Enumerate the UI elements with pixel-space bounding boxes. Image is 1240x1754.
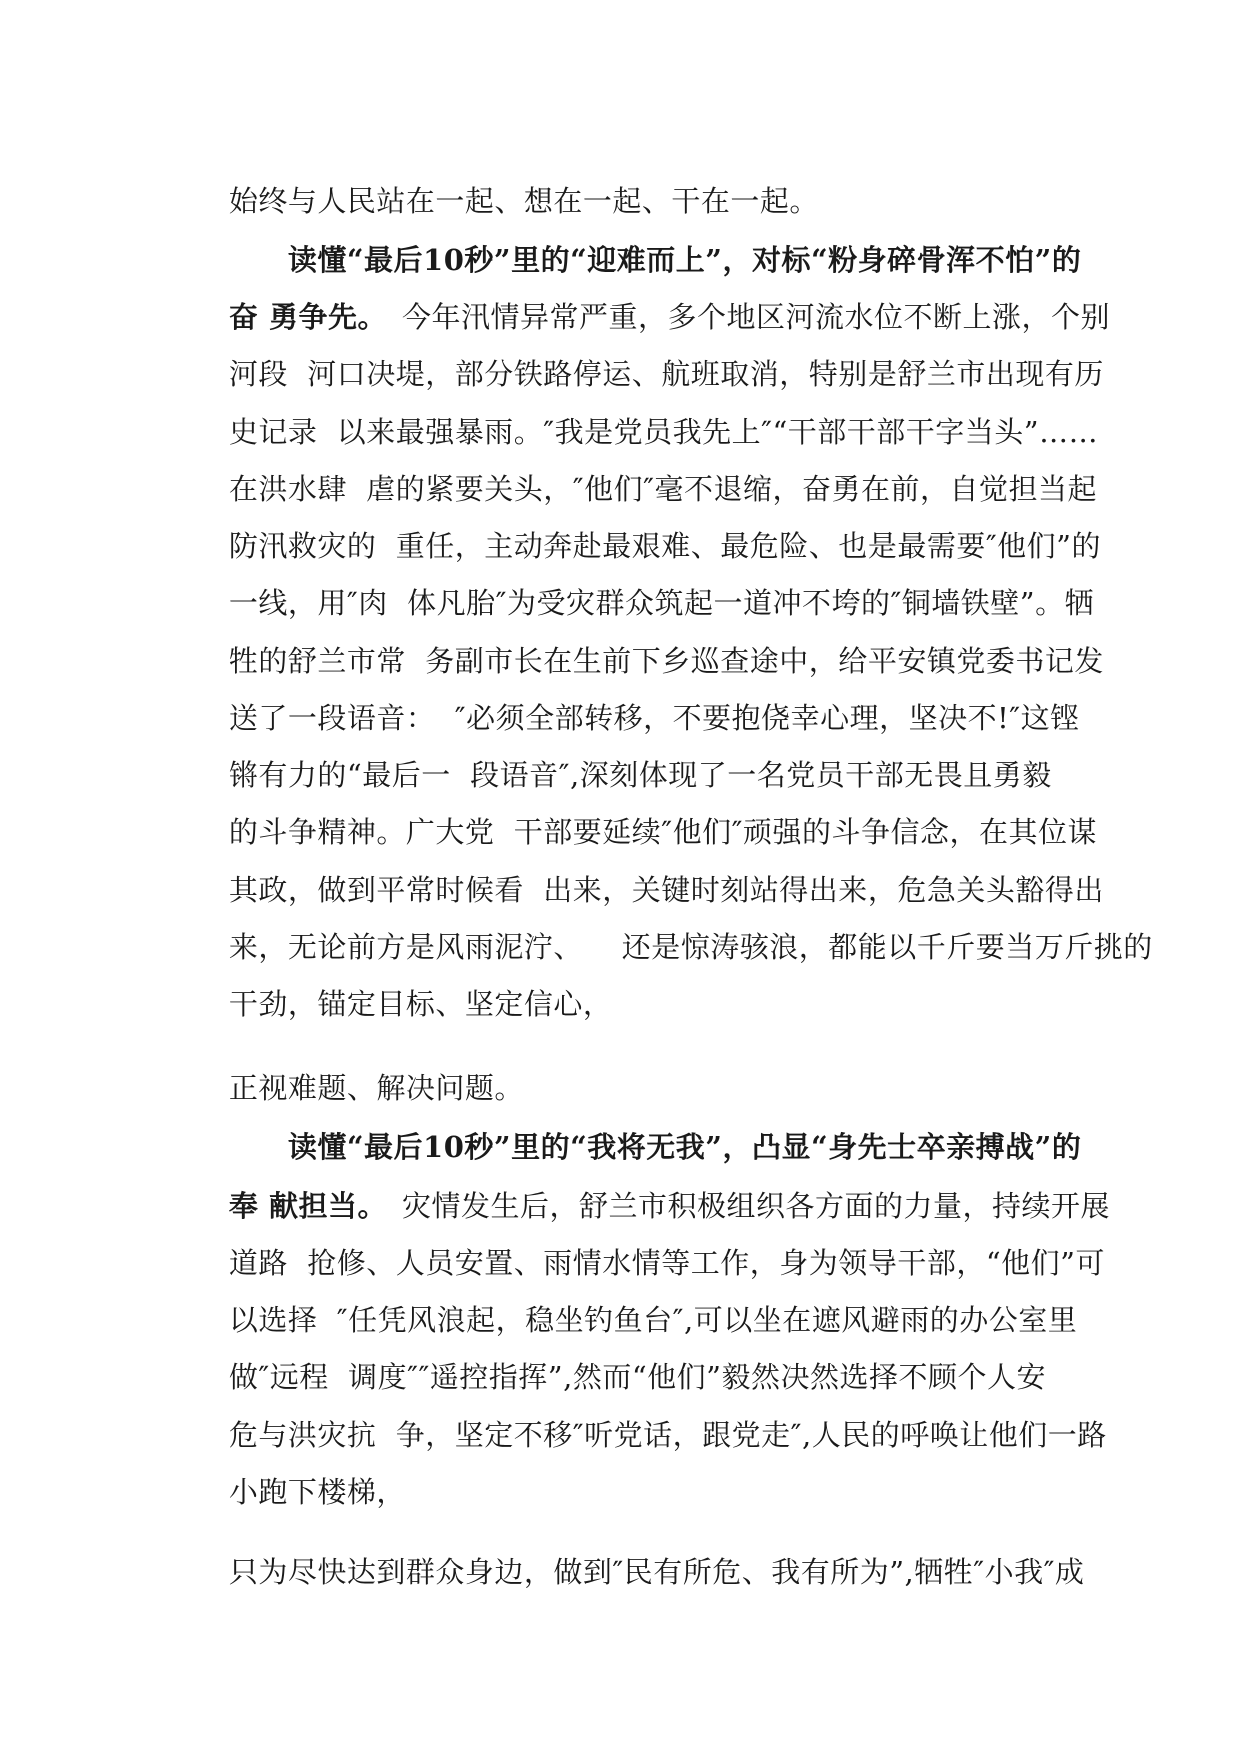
line-text: 危与洪灾抗 争，坚定不移″听党话，跟党走″,人民的呼唤让他们一路 xyxy=(228,1418,1107,1452)
line-text: 小跑下楼梯， xyxy=(228,1475,406,1509)
line-text: 正视难题、解决问题。 xyxy=(228,1071,524,1105)
line-text: 灾情发生后，舒兰市积极组织各方面的力量，持续开展 xyxy=(372,1189,1110,1223)
line-text: 锵有力的“最后一 段语音″,深刻体现了一名党员干部无畏且勇毅 xyxy=(228,758,1052,792)
line-text: 防汛救灾的 重任，主动奔赴最艰难、最危险、也是最需要″他们”的 xyxy=(228,529,1101,563)
section-heading: 奋 勇争先。 xyxy=(228,300,373,334)
section-heading: 读懂“最后10秒”里的“我将无我”，凸显“身先士卒亲搏战”的 xyxy=(228,1130,1082,1164)
line-text: 牲的舒兰市常 务副市长在生前下乡巡查途中，给平安镇党委书记发 xyxy=(228,644,1104,678)
line-text: 做″远程 调度″″遥控指挥”,然而“他们”毅然决然选择不顾个人安 xyxy=(228,1360,1047,1394)
line-text: 其政，做到平常时候看 出来，关键时刻站得出来，危急关头豁得出 xyxy=(228,873,1104,907)
line-text: 一线，用″肉 体凡胎″为受灾群众筑起一道冲不垮的″铜墙铁壁”。牺 xyxy=(228,586,1095,620)
line-text: 史记录 以来最强暴雨。″我是党员我先上″“干部干部干字当头”…… xyxy=(228,415,1099,449)
line-text: 今年汛情异常严重，多个地区河流水位不断上涨，个别 xyxy=(372,300,1110,334)
section-heading: 读懂“最后10秒”里的“迎难而上”，对标“粉身碎骨浑不怕”的 xyxy=(228,243,1082,277)
line-text: 河段 河口决堤，部分铁路停运、航班取消，特别是舒兰市出现有历 xyxy=(228,357,1104,391)
line-text: 始终与人民站在一起、想在一起、干在一起。 xyxy=(228,184,819,218)
line-text: 的斗争精神。广大党 干部要延续″他们″顽强的斗争信念，在其位谋 xyxy=(228,815,1097,849)
line-text: 干劲，锚定目标、坚定信心， xyxy=(228,987,613,1021)
body-line xyxy=(190,1512,1084,1632)
line-text: 道路 抢修、人员安置、雨情水情等工作，身为领导干部，“他们”可 xyxy=(228,1246,1105,1280)
line-text: 只为尽快达到群众身边，做到″民有所危、我有所为”,牺牲″小我″成 xyxy=(228,1555,1085,1589)
line-text: 来，无论前方是风雨泥泞、 还是惊涛骇浪，都能以千斤要当万斤挑的 xyxy=(228,930,1153,964)
section-heading: 奉 献担当。 xyxy=(228,1189,373,1223)
line-text: 在洪水肆 虐的紧要关头，″他们″毫不退缩，奋勇在前，自觉担当起 xyxy=(228,472,1097,506)
line-text: 送了一段语音： ″必须全部转移，不要抱侥幸心理，坚决不!″这铿 xyxy=(228,701,1080,735)
line-text: 以选择 ″任凭风浪起，稳坐钓鱼台″,可以坐在遮风避雨的办公室里 xyxy=(228,1303,1078,1337)
